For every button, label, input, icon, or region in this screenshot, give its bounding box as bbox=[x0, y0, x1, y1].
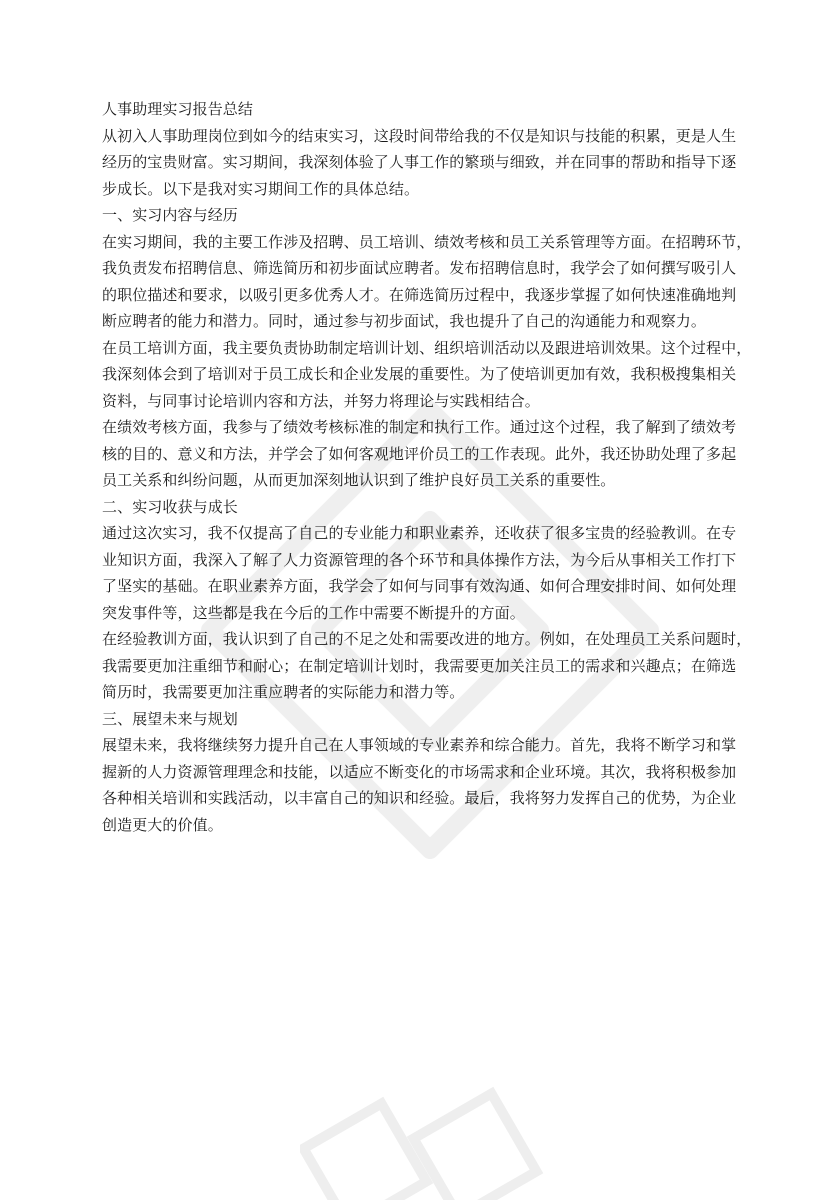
text-line: 业知识方面，我深入了解了人力资源管理的各个环节和具体操作方法，为今后从事相关工作打下 bbox=[102, 550, 737, 569]
text-line: 的职位描述和要求，以吸引更多优秀人才。在筛选简历过程中，我逐步掌握了如何快速准确地判 bbox=[102, 285, 737, 304]
watermark-stamp bbox=[300, 1080, 560, 1200]
text-line: 创造更大的价值。 bbox=[102, 815, 223, 834]
text-line: 在员工培训方面，我主要负责协助制定培训计划、组织培训活动以及跟进培训效果。这个过程中， bbox=[102, 338, 752, 357]
text-line: 我深刻体会到了培训对于员工成长和企业发展的重要性。为了使培训更加有效，我积极搜集相关 bbox=[102, 365, 737, 383]
text-line: 我需要更加注重细节和耐心；在制定培训计划时，我需要更加关注员工的需求和兴趣点；在筛选 bbox=[102, 656, 737, 675]
text-line: 经历的宝贵财富。实习期间，我深刻体验了人事工作的繁琐与细致，并在同事的帮助和指导下逐 bbox=[102, 153, 737, 171]
section-heading: 二、实习收获与成长 bbox=[102, 497, 238, 516]
section-heading: 一、实习内容与经历 bbox=[102, 206, 238, 224]
text-line: 员工关系和纠纷问题，从而更加深刻地认识到了维护良好员工关系的重要性。 bbox=[102, 471, 616, 489]
text-line: 简历时，我需要更加注重应聘者的实际能力和潜力等。 bbox=[102, 683, 465, 701]
section-heading: 三、展望未来与规划 bbox=[102, 709, 238, 728]
text-line: 在绩效考核方面，我参与了绩效考核标准的制定和执行工作。通过这个过程，我了解到了绩效考 bbox=[102, 418, 737, 436]
document-title: 人事助理实习报告总结 bbox=[102, 100, 254, 118]
text-line: 通过这次实习，我不仅提高了自己的专业能力和职业素养，还收获了很多宝贵的经验教训。在专 bbox=[102, 524, 737, 542]
text-line: 断应聘者的能力和潜力。同时，通过参与初步面试，我也提升了自己的沟通能力和观察力。 bbox=[102, 312, 707, 330]
text-line: 展望未来，我将继续努力提升自己在人事领域的专业素养和综合能力。首先，我将不断学习和掌 bbox=[102, 736, 737, 754]
text-line: 在实习期间，我的主要工作涉及招聘、员工培训、绩效考核和员工关系管理等方面。在招聘环节， bbox=[102, 232, 752, 251]
text-line: 核的目的、意义和方法，并学会了如何客观地评价员工的工作表现。此外，我还协助处理了多起 bbox=[102, 444, 737, 463]
document-body bbox=[102, 96, 752, 838]
text-line: 握新的人力资源管理理念和技能，以适应不断变化的市场需求和企业环境。其次，我将积极参加 bbox=[102, 762, 737, 781]
text-line: 在经验教训方面，我认识到了自己的不足之处和需要改进的地方。例如，在处理员工关系问题时， bbox=[102, 630, 752, 648]
text-line: 我负责发布招聘信息、筛选简历和初步面试应聘者。发布招聘信息时，我学会了如何撰写吸引人 bbox=[102, 259, 737, 277]
text-line: 了坚实的基础。在职业素养方面，我学会了如何与同事有效沟通、如何合理安排时间、如何处理 bbox=[102, 577, 737, 595]
text-line: 从初入人事助理岗位到如今的结束实习，这段时间带给我的不仅是知识与技能的积累，更是人生 bbox=[102, 126, 737, 145]
text-line: 资料，与同事讨论培训内容和方法，并努力将理论与实践相结合。 bbox=[102, 391, 540, 410]
text-line: 各种相关培训和实践活动，以丰富自己的知识和经验。最后，我将努力发挥自己的优势，为企业 bbox=[102, 789, 737, 807]
text-line: 步成长。以下是我对实习期间工作的具体总结。 bbox=[102, 179, 420, 198]
text-line: 突发事件等，这些都是我在今后的工作中需要不断提升的方面。 bbox=[102, 603, 525, 622]
